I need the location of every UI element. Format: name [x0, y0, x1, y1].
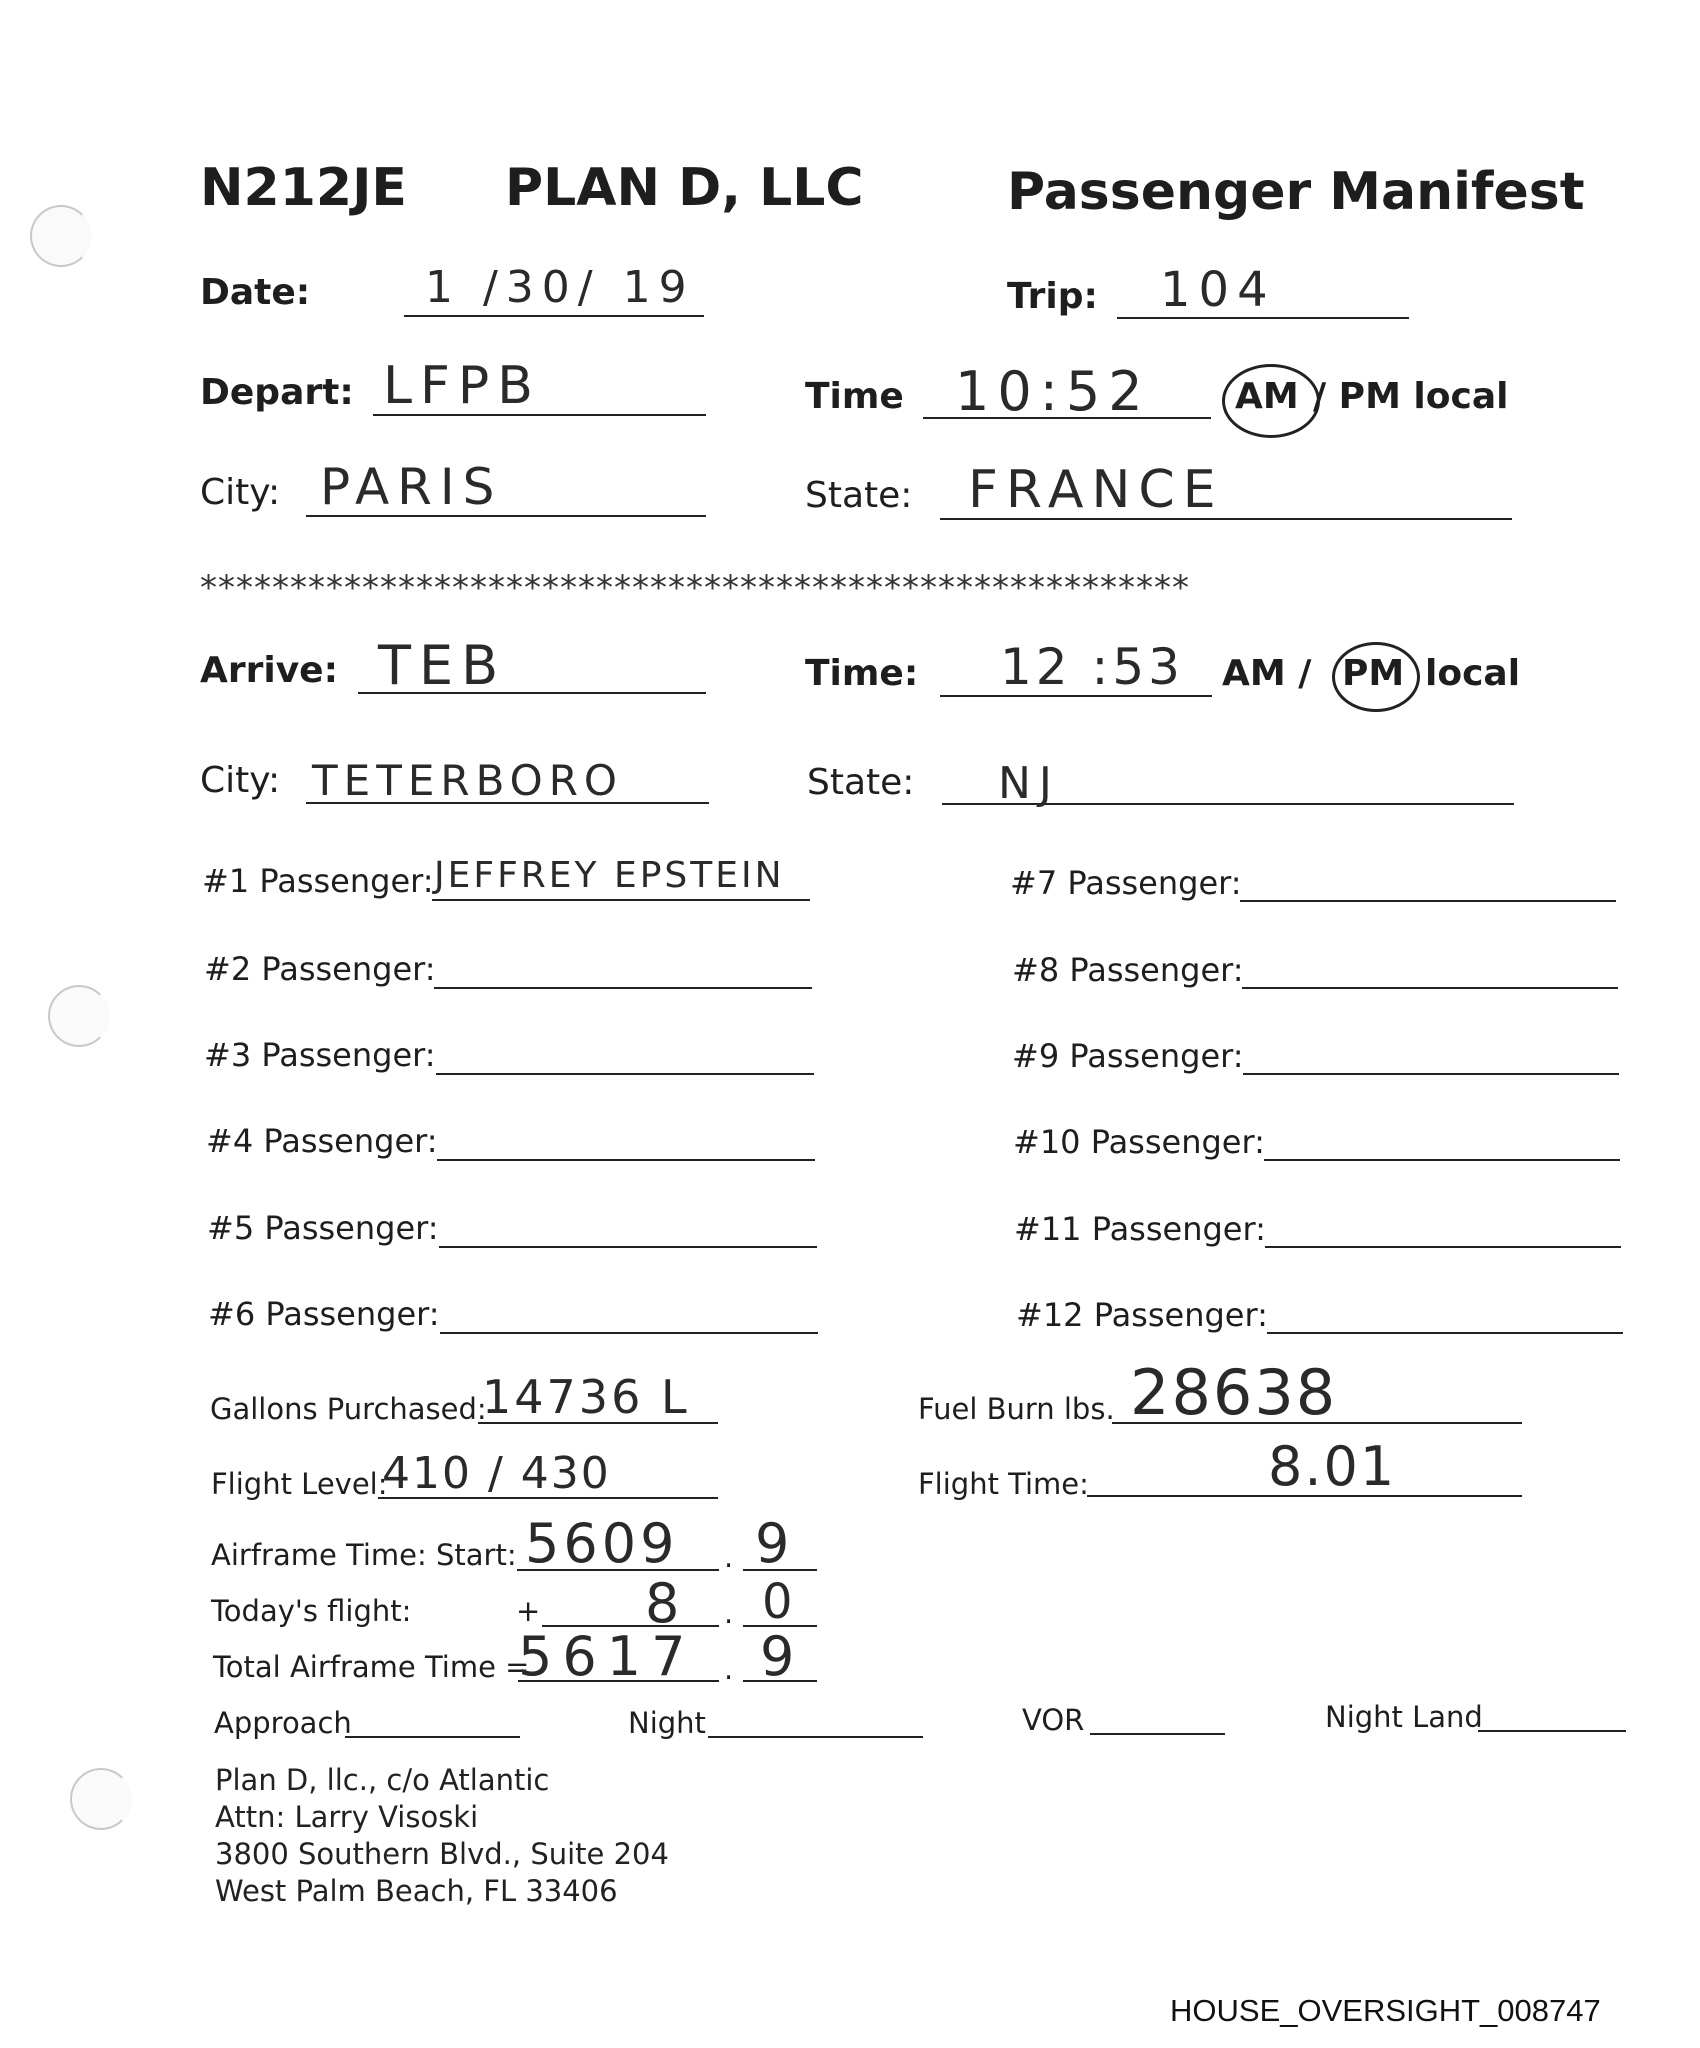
passenger-line [437, 1159, 815, 1161]
plus-sign: + [516, 1594, 541, 1628]
night-label: Night [628, 1706, 706, 1740]
passenger-line [1267, 1332, 1623, 1334]
approach-label: Approach [214, 1706, 352, 1740]
passenger-label: #2 Passenger: [204, 950, 436, 988]
passenger-line [432, 899, 810, 901]
arrive-pm-option: PM [1342, 653, 1405, 694]
airframe-start-tenth-value: 9 [755, 1512, 798, 1575]
trip-value: 104 [1160, 262, 1276, 318]
address-line-4: West Palm Beach, FL 33406 [215, 1874, 618, 1908]
arrive-city-value: TETERBORO [312, 756, 623, 805]
arrive-city-label: City: [200, 760, 281, 801]
passenger-line [1264, 1159, 1620, 1161]
depart-city-value: PARIS [320, 458, 503, 516]
date-value: 1 /30/ 19 [425, 262, 695, 313]
binder-hole-middle [48, 985, 110, 1047]
passenger-line [1242, 987, 1618, 989]
passenger-label: #10 Passenger: [1013, 1123, 1265, 1161]
binder-hole-top [30, 205, 92, 267]
date-line [404, 315, 704, 317]
arrive-state-label: State: [807, 762, 915, 803]
flight-time-label: Flight Time: [918, 1467, 1089, 1501]
passenger-label: #8 Passenger: [1012, 951, 1244, 989]
depart-value: LFPB [383, 356, 541, 416]
night-line [708, 1736, 923, 1738]
passenger-line [1243, 1073, 1619, 1075]
decimal-point: . [724, 1596, 734, 1630]
address-line-3: 3800 Southern Blvd., Suite 204 [215, 1837, 669, 1871]
arrive-local: local [1425, 653, 1521, 694]
tail-number: N212JE [200, 158, 407, 218]
todays-flight-tenth-value: 0 [762, 1574, 801, 1630]
depart-city-label: City: [200, 472, 281, 513]
depart-time-label: Time [805, 376, 904, 417]
passenger-line [1240, 900, 1616, 902]
passenger-label: #5 Passenger: [207, 1209, 439, 1247]
night-land-label: Night Land [1325, 1700, 1483, 1734]
depart-label: Depart: [200, 372, 354, 413]
trip-label: Trip: [1007, 276, 1098, 317]
depart-pm-local: / PM local [1313, 376, 1509, 417]
separator-stars: ******************************************************* [200, 568, 1190, 608]
total-airframe-tenth-value: 9 [760, 1625, 803, 1688]
passenger-label: #9 Passenger: [1012, 1037, 1244, 1075]
todays-flight-label: Today's flight: [211, 1594, 412, 1628]
fuel-burn-value: 28638 [1130, 1356, 1338, 1429]
bates-number: HOUSE_OVERSIGHT_008747 [1170, 1993, 1601, 2028]
passenger-line [1265, 1246, 1621, 1248]
total-airframe-value: 5617 [518, 1625, 696, 1688]
depart-state-value: FRANCE [968, 460, 1224, 520]
arrive-label: Arrive: [200, 650, 338, 691]
passenger-line [440, 1332, 818, 1334]
flight-level-label: Flight Level: [211, 1467, 388, 1501]
fuel-burn-label: Fuel Burn lbs. [918, 1392, 1115, 1426]
decimal-point: . [724, 1652, 734, 1686]
passenger-label: #4 Passenger: [206, 1122, 438, 1160]
page-title: Passenger Manifest [1007, 162, 1585, 222]
gallons-purchased-value: 14736 L [482, 1370, 690, 1424]
todays-flight-value: 8 [645, 1572, 688, 1635]
vor-line [1090, 1733, 1225, 1735]
arrive-am-option: AM / [1222, 653, 1312, 694]
pm-selected-circle [1332, 642, 1420, 712]
date-label: Date: [200, 272, 311, 313]
passenger-label: #1 Passenger: [202, 862, 434, 900]
passenger-label: #3 Passenger: [204, 1036, 436, 1074]
passenger-label: #11 Passenger: [1014, 1210, 1266, 1248]
address-line-1: Plan D, llc., c/o Atlantic [215, 1763, 550, 1797]
depart-am-option: AM [1235, 376, 1299, 417]
passenger-label: #12 Passenger: [1016, 1296, 1268, 1334]
night-land-line [1478, 1730, 1626, 1732]
passenger-value: JEFFREY EPSTEIN [434, 855, 785, 896]
passenger-line [436, 1073, 814, 1075]
passenger-label: #7 Passenger: [1010, 864, 1242, 902]
approach-line [345, 1736, 520, 1738]
decimal-point: . [724, 1540, 734, 1574]
binder-hole-bottom [70, 1768, 132, 1830]
total-airframe-label: Total Airframe Time = [213, 1650, 530, 1684]
flight-time-value: 8.01 [1268, 1435, 1397, 1498]
arrive-time-value: 12 :53 [1000, 638, 1184, 696]
gallons-purchased-label: Gallons Purchased: [210, 1392, 487, 1426]
airframe-start-value: 5609 [525, 1512, 679, 1575]
company-name: PLAN D, LLC [505, 158, 864, 218]
flight-level-value: 410 / 430 [382, 1448, 611, 1499]
passenger-line [434, 987, 812, 989]
am-selected-circle [1222, 364, 1320, 438]
airframe-start-label: Airframe Time: Start: [211, 1538, 517, 1572]
vor-label: VOR [1022, 1703, 1085, 1737]
passenger-line [439, 1246, 817, 1248]
depart-time-value: 10:52 [955, 360, 1151, 423]
arrive-value: TEB [378, 634, 507, 697]
arrive-time-label: Time: [805, 653, 919, 694]
address-line-2: Attn: Larry Visoski [215, 1800, 479, 1834]
depart-state-label: State: [805, 475, 913, 516]
arrive-state-value: NJ [998, 758, 1060, 809]
passenger-label: #6 Passenger: [208, 1295, 440, 1333]
